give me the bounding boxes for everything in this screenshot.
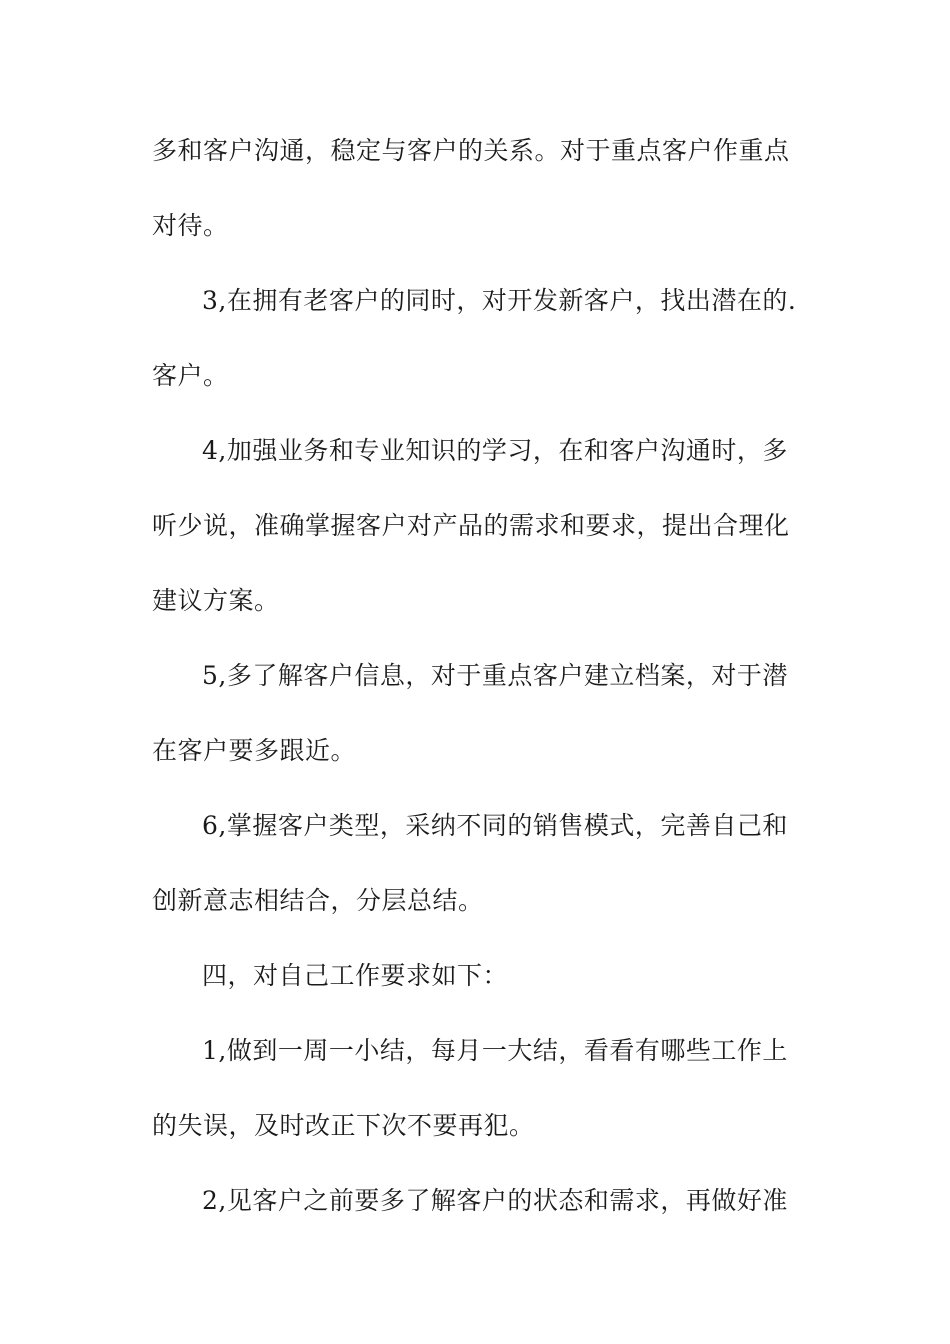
text-line: 在客户要多跟近。 [152,736,357,765]
text-line: 多和客户沟通，稳定与客户的关系。对于重点客户作重点 [152,136,790,165]
text-line: 听少说，准确掌握客户对产品的需求和要求，提出合理化 [152,511,790,540]
text-line: 的失误，及时改正下次不要再犯。 [152,1111,535,1140]
text-line: 3,在拥有老客户的同时，对开发新客户，找出潜在的. [202,286,797,315]
text-line: 6,掌握客户类型，采纳不同的销售模式，完善自己和 [202,811,788,840]
text-line: 1,做到一周一小结，每月一大结，看看有哪些工作上 [202,1036,788,1065]
text-line: 创新意志相结合，分层总结。 [152,886,484,915]
text-line: 建议方案。 [152,586,280,615]
text-line: 5,多了解客户信息，对于重点客户建立档案，对于潜 [202,661,788,690]
text-line: 4,加强业务和专业知识的学习，在和客户沟通时，多 [202,436,788,465]
text-line: 2,见客户之前要多了解客户的状态和需求，再做好准 [202,1186,788,1215]
section-heading: 四，对自己工作要求如下： [202,961,509,990]
text-line: 对待。 [152,211,229,240]
text-line: 客户。 [152,361,229,390]
